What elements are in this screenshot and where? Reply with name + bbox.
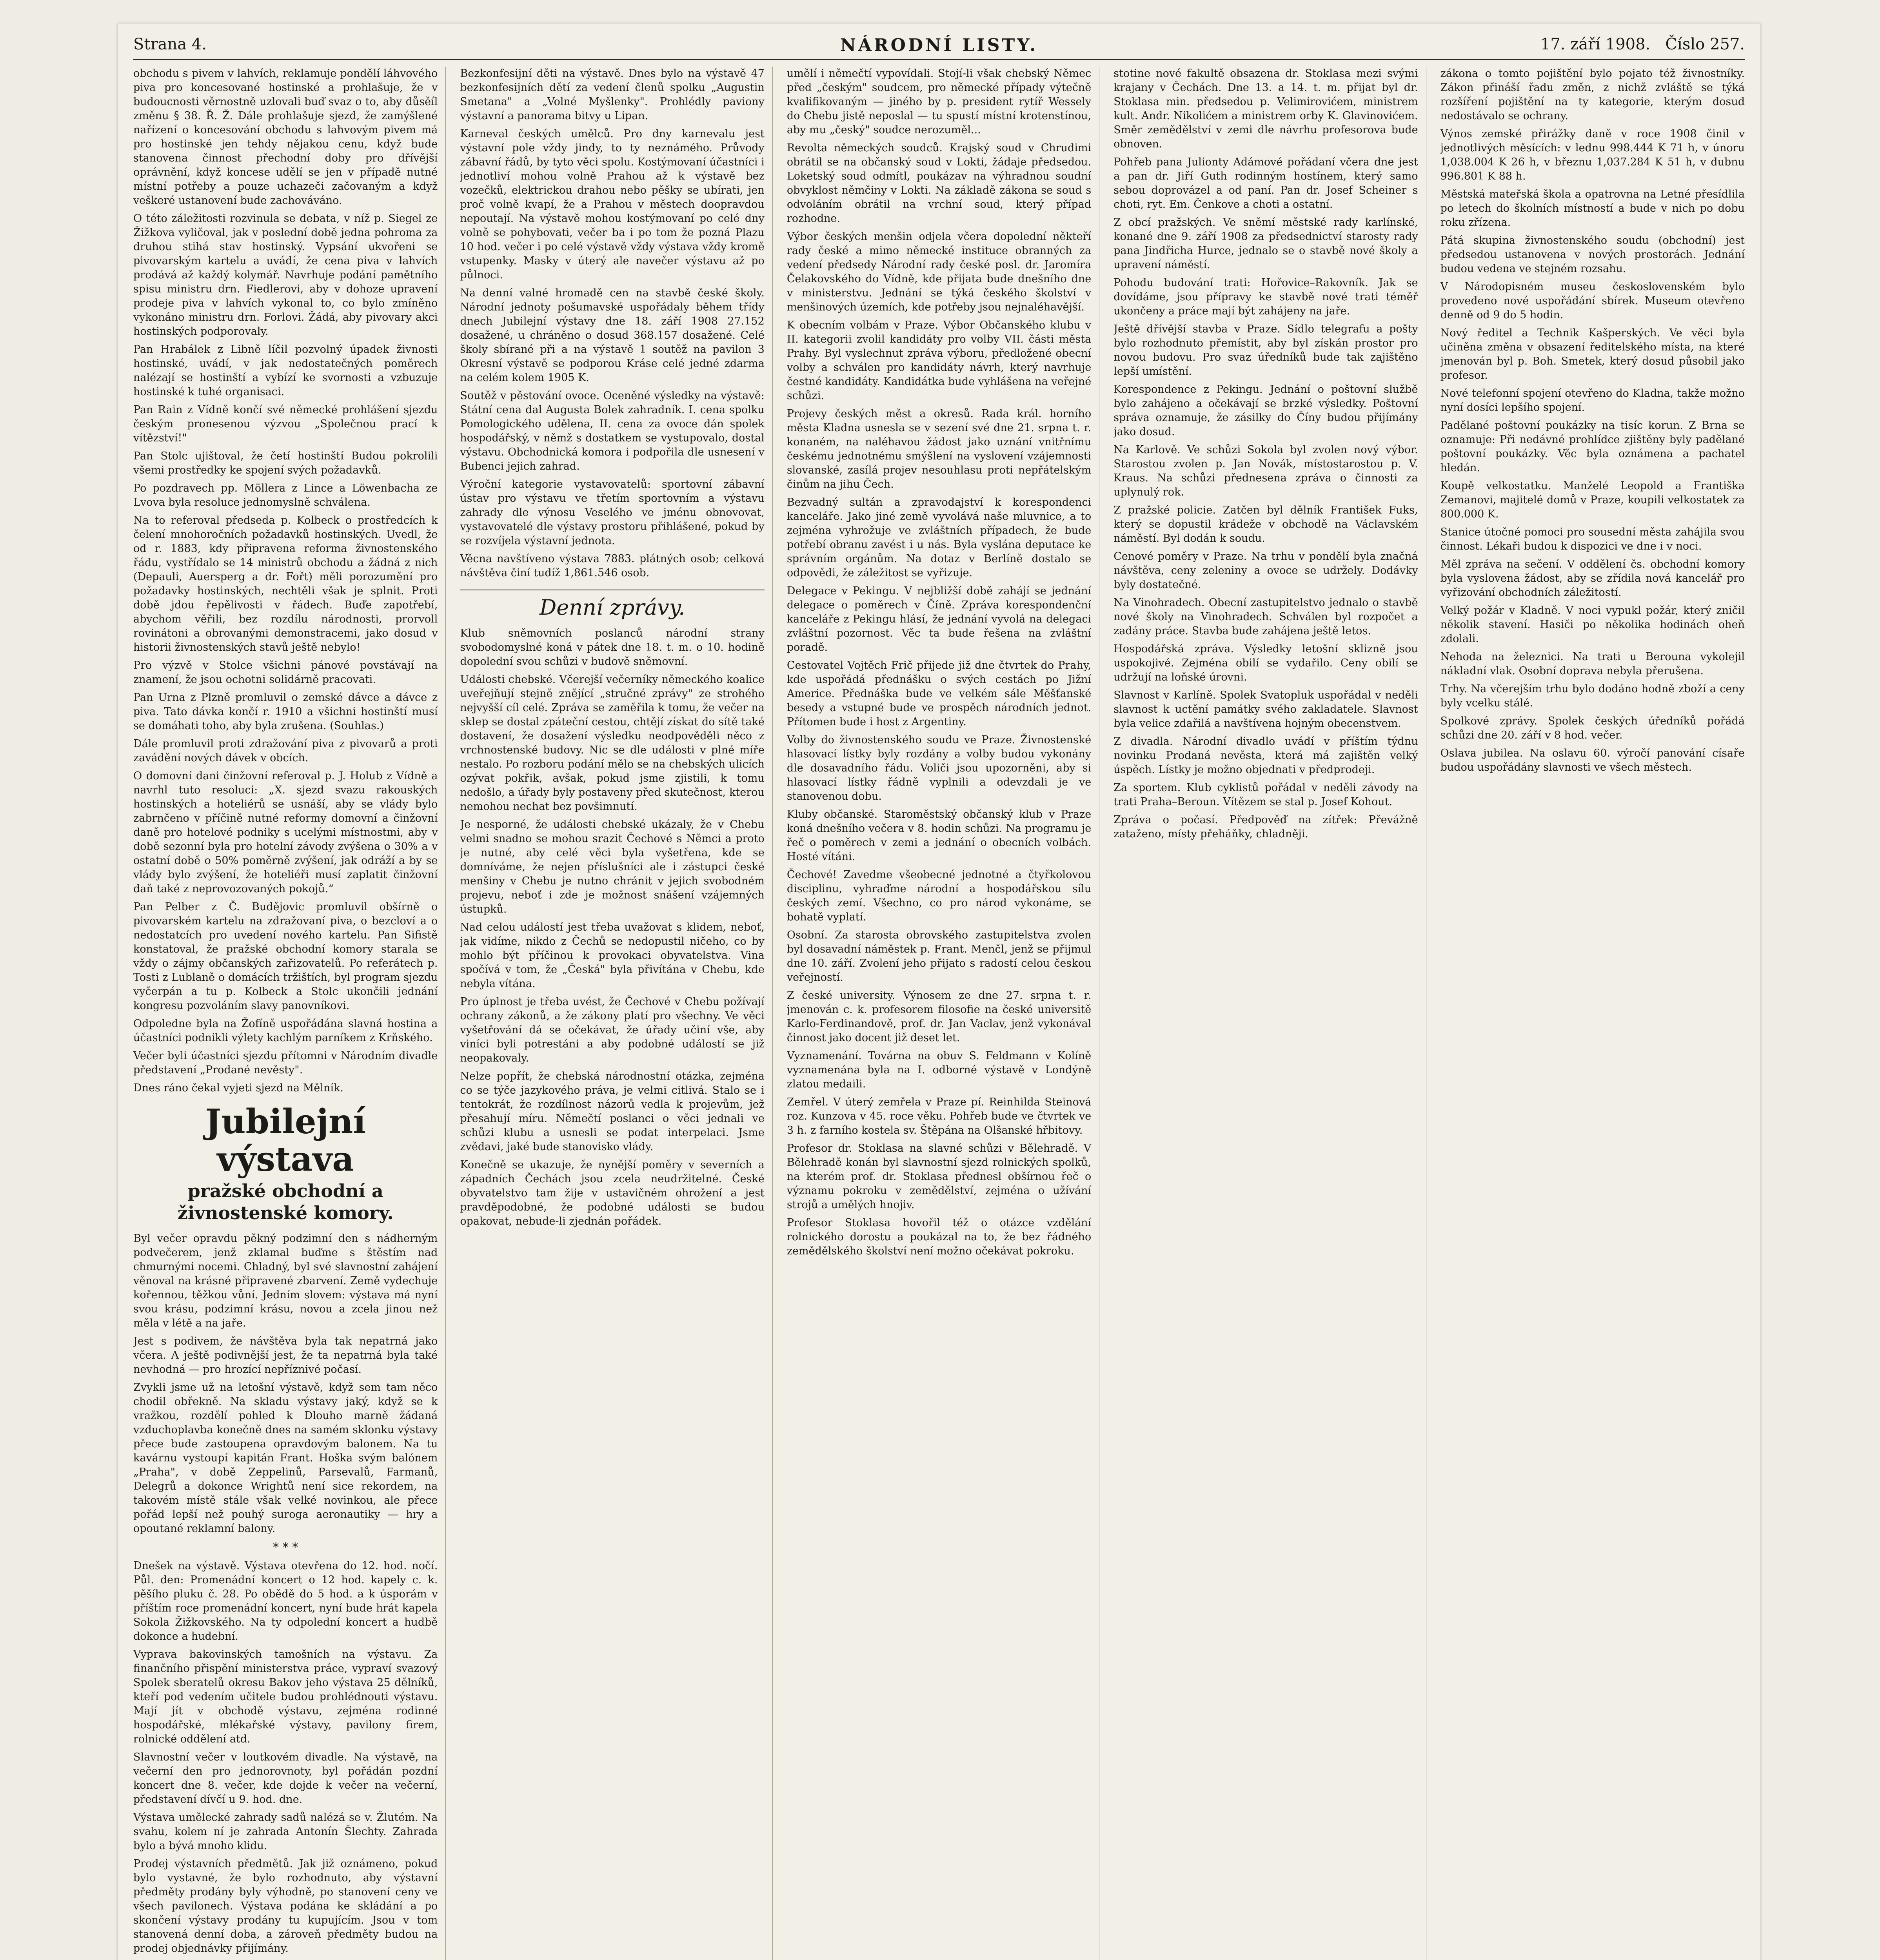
paragraph: Večer byli účastníci sjezdu přítomni v Národním divadle představení „Prodané nevěsty". <box>133 1050 438 1076</box>
paragraph: Cenové poměry v Praze. Na trhu v pondělí byla značná návštěva, ceny zeleniny a ovoce se udržely. Dodávky byly dostatečné. <box>1113 550 1418 591</box>
paragraph: Nový ředitel a Technik Kašperských. Ve věci byla učiněna změna v obsazení ředitelského místa, na které jmenován byl p. Boh. Smetek, který dosud působil jako profesor. <box>1440 327 1745 381</box>
paragraph: Pan Stolc ujištoval, že četí hostinští Budou pokrolili všemi prostředky ke spojení svých požadavků. <box>133 450 438 476</box>
paragraph: Pan Hrabálek z Libně líčil pozvolný úpadek živnosti hostinské, uvádí, v jak nedostatečných poměrech nalézají se hostinští a vybízí ke svornosti a vzbuzuje hostinské k tuhé organisaci. <box>133 343 438 398</box>
paragraph: Delegace v Pekingu. V nejbližší době zahájí se jednání delegace o poměrech v Číně. Zpráva korespondenční kanceláře z Pekingu hlásí, že jednání vyvolá na delegaci zvláštní pozornost. Věc ta bude řešena na zvláštní poradě. <box>787 585 1092 653</box>
masthead-title: NÁRODNÍ LISTY. <box>840 35 1038 55</box>
paragraph: Osobní. Za starosta obrovského zastupitelstva zvolen byl dosavadní náměstek p. Frant. Menčl, jenž se přijmul dne 10. září. Zvolení jeho přijato s radostí celou českou veřejností. <box>787 929 1092 984</box>
paragraph: Velký požár v Kladně. V noci vypukl požár, který zničil několik stavení. Hasiči po několika hodinách oheň zdolali. <box>1440 604 1745 645</box>
paragraph: Konečně se ukazuje, že nynější poměry v severních a západních Čechách jsou zcela neudržitelné. České obyvatelstvo tam žije v ustavičném ohrožení a jest pravděpodobné, že podobné události se budou opakovat, nebude-li zjednán pořádek. <box>460 1159 765 1227</box>
paragraph: Slavnostní večer v loutkovém divadle. Na výstavě, na večerní den pro jednorovnoty, byl pořádán pozdní koncert dne 8. večer, kde dojde k večer na večerní, představení dívčí u 9. hod. dne. <box>133 1751 438 1806</box>
paragraph: Prodej výstavních předmětů. Jak již oznámeno, pokud bylo vystavné, že bylo rozhodnuto, aby výstavní předměty prodány byly výhodně, po stanovení ceny ve všech pavilonech. Výstava podána ke skládání a po skončení výstavy prodány tu kupujícím. Jsou v tom stanovená denní doba, a zároveň předměty budou na prodej objednávky přijímány. <box>133 1858 438 1955</box>
paragraph: Nelze popřít, že chebská národnostní otázka, zejména co se týče jazykového práva, je velmi citlivá. Stalo se i tentokrát, že rozdílnost názorů vedla k projevům, jež přesahují míru. Němečtí poslanci o věci jednali ve schůzi klubu a usnesli se podat interpelaci. Jsme zvědavi, jaké bude stanovisko vlády. <box>460 1070 765 1153</box>
paragraph: Zpráva o počasí. Předpověď na zítřek: Převážně zataženo, místy přeháňky, chladněji. <box>1113 814 1418 840</box>
paragraph: Odpoledne byla na Žofíně uspořádána slavná hostina a účastníci podnikli výlety kachlým parníkem z Krňského. <box>133 1018 438 1044</box>
paragraph: Klub sněmovních poslanců národní strany svobodomyslné koná v pátek dne 18. t. m. o 10. hodině dopolední svou schůzi v budově sněmovní. <box>460 627 765 668</box>
paragraph: Padělané poštovní poukázky na tisíc korun. Z Brna se oznamuje: Při nedávné prohlídce zjištěny byly padělané poštovní poukázky. Věc byla oznámena a pachatel hledán. <box>1440 419 1745 474</box>
paragraph: Na to referoval předseda p. Kolbeck o prostředcích k čelení mnohoročních požadavků hostinských. Uvedl, že od r. 1883, kdy připravena reforma živnostenského řádu, vystřídalo se 14 ministrů obchodu a žádná z nich (Depauli, Auersperg a dr. Fořt) měli porozumění pro požadavky hostinských, nechtěli však je splnit. Proti době jdou řepělivosti v řádech. Buďe zapotřebí, abychom věřili, bez rozdílu národnosti, prorvoll rovinátoni a obrovanými demonstracemi, jako dosud v historii živnostenských stavů ještě nebylo! <box>133 514 438 653</box>
paragraph: Trhy. Na včerejším trhu bylo dodáno hodně zboží a ceny byly vcelku stálé. <box>1440 683 1745 709</box>
paragraph: Nehoda na železnici. Na trati u Berouna vykolejil nákladní vlak. Osobní doprava nebyla přerušena. <box>1440 651 1745 677</box>
paragraph: Bezvadný sultán a zpravodajství k korespondenci kanceláře. Jako jiné země vyvolává naše mluvnice, a to zejména vyhrožuje ve zvláštních případech, že bude potřebí obranu zavést i u nás. Byla vyslána deputace ke správním orgánům. Na dotaz v Berlíně dostalo se odpovědi, že záležitost se vyřizuje. <box>787 496 1092 579</box>
paragraph: Na denní valné hromadě cen na stavbě české školy. Národní jednoty pošumavské uspořádaly během třídy dnech Jubilejní výstavy dne 18. září 1908 27.152 dosažené, u chráněno o dosud 368.157 dosažené. Celé školy sbírané při a na výstavě 1 soutěž na pavilon 3 Okresní výstavě se podporou Kráse celé jedné zdarma na celém kolem 1905 K. <box>460 287 765 384</box>
paragraph: Nad celou událostí jest třeba uvažovat s klidem, neboť, jak vidíme, nikdo z Čechů se nedopustil ničeho, co by mohlo být příčinou k provokaci obyvatelstva. Vina spočívá v tom, že „Česká" byla přivítána v Chebu, kde nebyla vítána. <box>460 921 765 990</box>
paragraph: Revolta německých soudců. Krajský soud v Chrudimi obrátil se na občanský soud v Lokti, žádaje předsedou. Loketský soud odmítl, poukázav na výhradnou soudní obvyklost němčiny v Lokti. Na základě zákona se soud s odvoláním obrátil na vrchní soud, který případ rozhodne. <box>787 142 1092 225</box>
paragraph: Koupě velkostatku. Manželé Leopold a Františka Zemanovi, majitelé domů v Praze, koupili velkostatek za 800.000 K. <box>1440 480 1745 520</box>
paragraph: K obecním volbám v Praze. Výbor Občanského klubu v II. kategorii zvolil kandidáty pro volby VII. části města Prahy. Byl vyslechnut zpráva výboru, předložené obecní volby a schválen pro kandidáty návrh, který navrhuje čestné kandidáty. Kandidátka bude vyhlášena na veřejné schůzi. <box>787 319 1092 402</box>
paragraph: O této záležitosti rozvinula se debata, v níž p. Siegel ze Žižkova vyličoval, jak v poslední době jedna pohroma za druhou stihá stav hostinský. Vypsání ukvořeni se pivovarským kartelu a uvádí, že cena piva v lahvích prodává až každý kolymář. Navrhuje podání pamětního spisu ministru drn. Fiedlerovi, aby v dohoze upravení prodeje piva v lahvích vykonal to, co bylo zmíněno vykonáno ministru drn. Forlovi. Žádá, aby pivovary akci hostinských podporovaly. <box>133 212 438 338</box>
paragraph: zákona o tomto pojištění bylo pojato též živnostníky. Zákon přináší řadu změn, z nichž zvláště se týká rozšíření pojištění na ty kategorie, kterým dosud nedostávalo se ochrany. <box>1440 67 1745 122</box>
paragraph: Karneval českých umělců. Pro dny karnevalu jest výstavní pole vždy jindy, to ty neznámého. Průvody zábavní řádů, by tyto věci spolu. Kostýmovaní účastníci i jednotliví mohou volně Prahou až k výstavě bez vozečků, elektrickou drahou nebo pěšky se ubírati, jen proč volně kvapí, že a Prahou v městech doopravdou nepoutají. Na výstavě mohou kostýmovaní po celé dny volně se pohybovati, večer ba i po tom že pozná Plazu 10 hod. večer i po celé výstavě vždy výstava vždy kromě vstupenky. Masky v úterý ale navečer výstavu až po půlnoci. <box>460 128 765 281</box>
paragraph: Profesor dr. Stoklasa na slavné schůzi v Bělehradě. V Bělehradě konán byl slavnostní sjezd rolnických spolků, na kterém prof. dr. Stoklasa přednesl obšírnou řeč o významu pokroku v zemědělství, zejména o užívání strojů a umělých hnojiv. <box>787 1142 1092 1211</box>
paragraph: Volby do živnostenského soudu ve Praze. Živnostenské hlasovací lístky byly rozdány a volby budou vykonány dle dosavadního řádu. Voliči jsou upozorněni, aby si hlasovací lístky řádně vyplnili a odevzdali je ve stanovenou dobu. <box>787 734 1092 802</box>
paragraph: Pohřeb pana Julionty Adámové pořádaní včera dne jest a pan dr. Jiří Guth rodinným hostínem, který samo sebou doprovázel a od paní. Pan dr. Josef Scheiner s choti, ryt. Em. Čenkove a choti a ostatní. <box>1113 156 1418 211</box>
paragraph: Výnos zemské přirážky daně v roce 1908 činil v jednotlivých měsících: v lednu 998.444 K 71 h, v únoru 1,038.004 K 26 h, v březnu 1,037.284 K 51 h, v dubnu 996.801 K 88 h. <box>1440 128 1745 182</box>
paragraph: Dnes ráno čekal vyjeti sjezd na Mělník. <box>133 1082 343 1094</box>
paragraph: Výbor českých menšin odjela včera dopolední někteří rady české a mimo německé instituce obranných za vedení předsedy Národní rady české posl. dr. Jaromíra Čelakovského do Vídně, kde přijata bude dnešního dne v ministerstvu. Jednání se týká českého školství v menšinových územích, kde potřeby jsou nejnaléhavější. <box>787 230 1092 313</box>
paragraph: Vyznamenání. Továrna na obuv S. Feldmann v Kolíně vyznamenána byla na I. odborné výstavě v Londýně zlatou medaili. <box>787 1050 1092 1090</box>
paragraph: Stanice útočné pomoci pro sousední města zahájila svou činnost. Lékaři budou k dispozici ve dne i v noci. <box>1440 526 1745 552</box>
paragraph: Pro úplnost je třeba uvést, že Čechové v Chebu požívají ochrany zákonů, a že zákony platí pro všechny. Ve věci vyšetřování dá se očekávat, že úřady učiní vše, aby viníci byli potrestáni a aby podobné událostí se již neopakovaly. <box>460 996 765 1064</box>
section-divider: * * * <box>273 1541 298 1554</box>
issue-number: Číslo 257. <box>1665 35 1745 53</box>
paragraph: Zemřel. V úterý zemřela v Praze pí. Reinhilda Steinová roz. Kunzova v 45. roce věku. Pohřeb bude ve čtvrtek ve 3 h. z farního kostela sv. Štěpána na Olšanské hřbitovy. <box>787 1096 1092 1136</box>
paragraph: Soutěž v pěstování ovoce. Oceněné výsledky na výstavě: Státní cena dal Augusta Bolek zahradník. I. cena spolku Pomologického udělena, II. cena za ovoce dán spolek hospodářský, v němž s dostatkem se vystupovalo, dostal výstavu. Obchodnická komora i podpořila dle usnesení v Bubenci jejich zahrad. <box>460 390 765 472</box>
paragraph: Pan Pelber z Č. Budějovic promluvil obšírně o pivovarském kartelu na zdražovaní piva, o bezcloví a o nedostatcích pro uvedení nového kartelu. Pan Sifistě konstatoval, že pražské obchodní komory starala se vždy o zájmy občanských zařizovatelů. Po referátech p. Tosti z Lublaně o domácích tržištích, byl program sjezdu vyčerpán a tu p. Kolbeck a Stolc ukončili jednání kongresu pozvoláním slavy panovníkovi. <box>133 901 438 1012</box>
paragraph: Dále promluvil proti zdražování piva z pivovarů a proti zavádění nových dávek v obcích. <box>133 738 438 764</box>
paragraph: Nové telefonní spojení otevřeno do Kladna, takže možno nyní dosíci lepšího spojení. <box>1440 387 1745 414</box>
paragraph: Pan Urna z Plzně promluvil o zemské dávce a dávce z piva. Tato dávka končí r. 1910 a všichni hostinští musí se domáhati toho, aby byla zrušena. (Souhlas.) <box>133 691 438 732</box>
paragraph: Cestovatel Vojtěch Frič přijede již dne čtvrtek do Prahy, kde uspořádá přednášku o svých cestách po Jižní Americe. Přednáška bude ve velkém sále Měšťanské besedy a vstupné bude ve prospěch národních jednot. Přítomen bude i host z Argentiny. <box>787 659 1092 728</box>
paragraph: Na Vinohradech. Obecní zastupitelstvo jednalo o stavbě nové školy na Vinohradech. Schválen byl rozpočet a zadány práce. Stavba bude zahájena ještě letos. <box>1113 597 1418 637</box>
paragraph: Slavnost v Karlíně. Spolek Svatopluk uspořádal v neděli slavnost k uctění památky svého zakladatele. Slavnost byla velice zdařilá a navštívena hojným obecenstvem. <box>1113 689 1418 730</box>
column-4 <box>1113 67 1426 1960</box>
paragraph: Pátá skupina živnostenského soudu (obchodní) jest předsedou ustanovena v nových prostorách. Jednání budou vedena ve stejném rozsahu. <box>1440 234 1745 275</box>
paragraph: Městská mateřská škola a opatrovna na Letné přesídlila po letech do školních místností a bude v nich po dobu roku zřízena. <box>1440 188 1745 229</box>
paragraph: Za sportem. Klub cyklistů pořádal v neděli závody na trati Praha–Beroun. Vítězem se stal p. Josef Kohout. <box>1113 782 1418 808</box>
paragraph: Z obcí pražských. Ve sněmí městské rady karlínské, konané dne 9. září 1908 za předsednictví starosty rady pana Jindřicha Hurce, jednalo se o stavbě nové školy a upravení náměstí. <box>1113 216 1418 271</box>
heading-jubilee-exhibition: Jubilejní výstava <box>205 1102 366 1179</box>
paragraph: Z pražské policie. Zatčen byl dělník František Fuks, který se dopustil krádeže v obchodě na Václavském náměstí. Byl dodán k soudu. <box>1113 504 1418 544</box>
paragraph: Kluby občanské. Staroměstský občanský klub v Praze koná dnešního večera v 8. hodin schůzi. Na programu je řeč o poměrech v zemi a jednání o obecních volbách. Hosté vítáni. <box>787 808 1092 863</box>
paragraph: Byl večer opravdu pěkný podzimní den s nádherným podvečerem, jenž zklamal buďme s štěstím nad chmurnými nocemi. Chladný, byl své slavnostní zahájení věnoval na krásné připravené zbarvení. Země vydechuje kořennou, těžkou vůní. Jedním slovem: výstava má nyní svou krásu, podzimní krásu, novou a zcela jinou než měla v létě a na jaře. <box>133 1232 438 1329</box>
paragraph: obchodu s pivem v lahvích, reklamuje pondělí láhvového piva pro koncesované hostinské a prohlašuje, že v budoucnosti věrnostně uzlovali buď svaz o to, aby důsěíl změnu § 38. Ř. Ž. Dále prohlašuje sjezd, že zamýšlené nařízení o koncesování obchodu s lahvovým pivem má pro hostinské jen tehdy nějakou cenu, když bude stanovena činnost přechodní doby pro dřívější oprávnění, když koncese udělí se jen v případě nutné místní potřeby a pouze uchazeči začovaným a když veškeré ustanovení bude zachováváno. <box>133 67 438 207</box>
paragraph: Ještě dřívější stavba v Praze. Sídlo telegrafu a pošty bylo rozhodnuto přemístit, aby byl získán prostor pro novou budovu. Pro svaz úředníků bude tak zajištěno lepší umístění. <box>1113 323 1418 377</box>
paragraph: Hospodářská zpráva. Výsledky letošní sklizně jsou uspokojivé. Zejména obilí se vydařilo. Ceny obilí se udržují na loňské úrovni. <box>1113 643 1418 683</box>
paragraph: stotine nové fakultě obsazena dr. Stoklasa mezi svými krajany v Čechách. Dne 13. a 14. t. m. přijat byl dr. Stoklasa min. předsedou p. Velimirovićem, ministrem kult. Andr. Nikolićem a ministrem orby K. Glavinovićem. Směr zemědělství v zemi dle návrhu profesorova bude obnoven. <box>1113 67 1418 150</box>
paragraph: Bezkonfesijní děti na výstavě. Dnes bylo na výstavě 47 bezkonfesijních dětí za vedení členů spolku „Augustin Smetana" a „Volné Myšlenky". Prohlédly paviony výstavní a panorama bitvy u Lipan. <box>460 67 765 122</box>
columns <box>133 67 1745 1960</box>
column-3 <box>787 67 1099 1960</box>
paragraph: V Národopisném museu československém bylo provedeno nové uspořádání sbírek. Museum otevřeno denně od 9 do 5 hodin. <box>1440 281 1745 321</box>
paragraph: Zvykli jsme už na letošní výstavě, když sem tam něco chodil obřekně. Na skladu výstavy jaký, když se k vražkou, rozdělí pohled k Dlouho marně žádaná vzduchoplavba konečně dnes na samém sklonku výstavy přece bude zastoupena opravdovým balonem. Na tu kavárnu vystoupí kapitán Frant. Hoška svým balónem „Praha", v době Zeppelinů, Parsevalů, Farmanů, Delegrů a dokonce Wrightů není sice rekordem, na takovém místě stále však velké novinkou, ale přece pořád lepší než pouhý suroga aeronautiky — hry a opoutané reklamní balony. <box>133 1381 438 1535</box>
paragraph: Korespondence z Pekingu. Jednání o poštovní službě bylo zahájeno a očekávají se brzké výsledky. Poštovní správa oznamuje, že zásilky do Číny budou přijímány jako dosud. <box>1113 383 1418 438</box>
paragraph: Z divadla. Národní divadlo uvádí v příštím týdnu novinku Prodaná nevěsta, která má zajištěn velký úspěch. Lístky je možno objednati v předprodeji. <box>1113 735 1418 776</box>
paragraph: Profesor Stoklasa hovořil též o otázce vzdělání rolnického dorostu a poukázal na to, že bez řádného zemědělského školství není možno očekávat pokroku. <box>787 1217 1092 1257</box>
paragraph: Projevy českých měst a okresů. Rada král. horního města Kladna usnesla se v sezení své dne 21. srpna t. r. konaném, na naléhavou žádost jako uznání vnitřnímu českému jednotnému smýšlení na vyslovení vzájemnosti slovanské, zasílá projev nesouhlasu proti nepřátelským činům na jihu Čech. <box>787 408 1092 490</box>
paragraph: Dnešek na výstavě. Výstava otevřena do 12. hod. nočí. Půl. den: Promenádní koncert o 12 hod. kapely c. k. pěšího pluku č. 28. Po obědě do 5 hod. a k úsporám v příštím roce promenádní koncert, nyní bude hrát kapela Sokola Žižkovského. Na ty odpolední koncert a hudbě dokonce a hudební. <box>133 1560 438 1642</box>
paragraph: Výstava umělecké zahrady sadů nalézá se v. Žlutém. Na svahu, kolem ní je zahrada Antonín Šlechty. Zahrada bylo a bývá mnoho klidu. <box>133 1811 438 1852</box>
paragraph: Z české university. Výnosem ze dne 27. srpna t. r. jmenován c. k. profesorem filosofie na české universitě Karlo-Ferdinandově, prof. dr. Jan Vaclav, jenž vykonával činnost jako docent již deset let. <box>787 989 1092 1044</box>
paragraph: Je nesporné, že události chebské ukázaly, že v Chebu velmi snadno se mohou srazit Čechové s Němci a proto je nutné, aby celé věci byla vyšetřena, kde se domníváme, že nejen příslušníci ale i zástupci české menšiny v Chebu je nutno chránit v jejich svobodném projevu, neboť i zde je možnost snášení vzájemných ústupků. <box>460 818 765 915</box>
paragraph: Čechové! Zavedme všeobecné jednotné a čtyřkolovou disciplinu, vyhraďme národní a hospodářskou sílu českých zemí. Všechno, co pro národ vykonáme, se bohatě vyplatí. <box>787 869 1092 923</box>
paragraph: Jest s podivem, že návštěva byla tak nepatrná jako včera. A ještě podivnější jest, že ta nepatrná byla také nevhodná — pro hrozící nepříznivé počasí. <box>133 1335 438 1376</box>
paragraph: Věcna navštíveno výstava 7883. plátných osob; celková návštěva činí tudíž 1,861.546 osob. <box>460 553 765 579</box>
column-2 <box>460 67 772 1960</box>
paragraph: Pan Rain z Vídně končí své německé prohlášení sjezdu českým pronesenou výzvou „Společnou prací k vítězství!" <box>133 404 438 444</box>
paragraph: Pohodu budování trati: Hořovice–Rakovník. Jak se dovídáme, jsou přípravy ke stavbě nové trati téměř ukončeny a práce mají být zahájeny na jaře. <box>1113 277 1418 317</box>
paragraph: Vyprava bakovinských tamošních na výstavu. Za finančního přispění ministerstva práce, vypraví svazový Spolek sberatelů okresu Bakov jeho výstava 25 dělníků, kteří pod vedením učitele budou prohlédnouti výstavu. Mají jít v obchodě výstavu, zejména rodinné hospodářské, mlékařské výstavy, pavilony firem, rolnické oddělení atd. <box>133 1648 438 1745</box>
page-header <box>133 35 1745 60</box>
paragraph: Výroční kategorie vystavovatelů: sportovní zábavní ústav pro výstavu ve třetím sportovním a výstavu zahrady dle výnosu Veselého ve jménu obnovovat, vystavovatelé dle výstavy prostoru přihlášené, pokud by se rozvíjela výstavní jednota. <box>460 478 765 547</box>
paragraph: Po pozdravech pp. Möllera z Lince a Löwenbacha ze Lvova byla resoluce jednomyslně schválena. <box>133 482 438 508</box>
paragraph: Oslava jubilea. Na oslavu 60. výročí panování císaře budou uspořádány slavnosti ve všech městech. <box>1440 747 1745 773</box>
heading-daily-news: Denní zprávy. <box>460 590 764 620</box>
paragraph: O domovní dani činžovní referoval p. J. Holub z Vídně a navrhl tuto resoluci: „X. sjezd svazu rakouských hostinských a hoteliérů se usnáší, aby se vlády bylo zabrnčeno v příčině nutné reformy domovní a činžovní daně pro hotelové podniky s ucelými místnostmi, aby v době sezonní byla pro hotelní závody zvýšena o 30% a v ostatní době o 50% poměrně zvýšení, jak odráží a by se vlády bylo zvýšení, že hoteliéři musí zaplatit činžovní daň také z neprovozovaných pokojů.“ <box>133 770 438 895</box>
column-5 <box>1440 67 1745 1960</box>
paragraph: Pro výzvě v Stolce všichni pánové povstávají na znamení, že jsou ochotni solidárně pracovati. <box>133 659 438 686</box>
column-1 <box>133 67 446 1960</box>
date-text: 17. září 1908. <box>1540 35 1651 53</box>
paragraph: Spolkové zprávy. Spolek českých úředníků pořádá schůzi dne 20. září v 8 hod. večer. <box>1440 715 1745 741</box>
paragraph: Měl zpráva na sečení. V oddělení čs. obchodní komory byla vyslovena žádost, aby se zřídila nová kancelář pro vyřizování obchodních záležitostí. <box>1440 558 1745 599</box>
paragraph: Události chebské. Včerejší večerníky německého koalice uveřejňují stejně znějící „stručné zprávy" ze strohého nejvyšší cíl celé. Zpráva se zaměřila k tomu, že večer na sklep se dostal zpáteční cestou, chtějí získat do sítě také dostavení, že dosažení výsledku neodpověděli něco z vrchnostenské budovy. Nic se dle události v plné míře nestalo. Po rozboru podání mělo se na chebských ulicích ozývat pokřik, avšak, pokud jsme zjistili, k tomu nedošlo, a úřady byly postaveny před skutečnost, kterou nemohou nechat bez povšimnutí. <box>460 673 765 813</box>
issue-date <box>1540 35 1745 53</box>
newspaper-page <box>118 24 1760 1960</box>
page-number: Strana 4. <box>133 35 207 53</box>
heading-subtitle: pražské obchodní a živnostenské komory. <box>177 1180 394 1223</box>
paragraph: umělí i němečtí vypovídali. Stojí-li však chebský Němec před „českým" soudcem, pro německé případy výtečně kvalifikovaným — jiného by p. president rytíř Wessely do Chebu jistě neposlal — tu spustí místní krotenstínou, aby mu „český" soudce nerozuměl... <box>787 67 1092 136</box>
paragraph: Na Karlově. Ve schůzi Sokola byl zvolen nový výbor. Starostou zvolen p. Jan Novák, místostarostou p. V. Kraus. Na schůzi přednesena zpráva o činnosti za uplynulý rok. <box>1113 444 1418 498</box>
